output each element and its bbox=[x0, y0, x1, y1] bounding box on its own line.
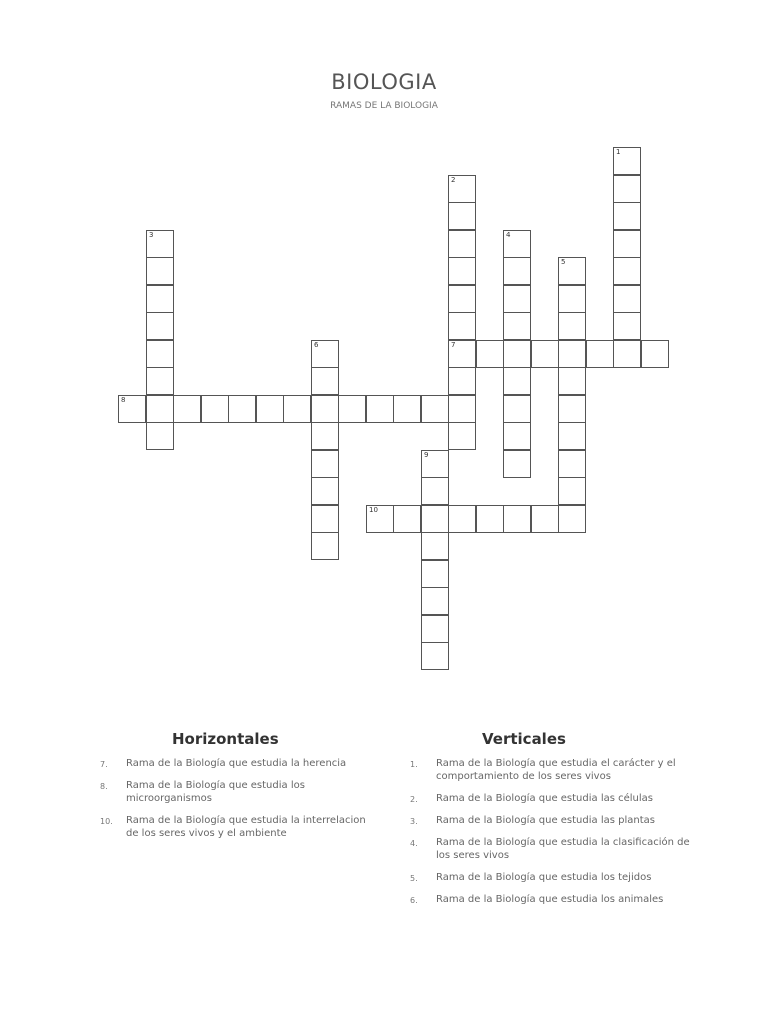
crossword-cell[interactable] bbox=[393, 395, 421, 423]
page-subtitle: RAMAS DE LA BIOLOGIA bbox=[330, 101, 438, 111]
crossword-cell[interactable] bbox=[503, 230, 531, 258]
crossword-cell[interactable] bbox=[421, 587, 449, 615]
crossword-cell[interactable] bbox=[311, 505, 339, 533]
crossword-cell[interactable] bbox=[448, 340, 476, 368]
crossword-cell[interactable] bbox=[613, 175, 641, 203]
crossword-cell[interactable] bbox=[146, 257, 174, 285]
crossword-cell[interactable] bbox=[503, 340, 531, 368]
crossword-cell[interactable] bbox=[448, 285, 476, 313]
clue-item-text: Rama de la Biología que estudia las células bbox=[436, 793, 654, 804]
clue-item-number: 10. bbox=[100, 817, 113, 826]
crossword-cell[interactable] bbox=[476, 340, 504, 368]
clue-number: 1 bbox=[616, 148, 621, 156]
clue-number: 10 bbox=[369, 506, 378, 514]
crossword-cell[interactable] bbox=[558, 422, 586, 450]
crossword-cell[interactable] bbox=[448, 367, 476, 395]
clue-item-text: Rama de la Biología que estudia los microorganismos bbox=[126, 780, 305, 804]
crossword-cell[interactable] bbox=[118, 395, 146, 423]
vertical-clues-list bbox=[410, 757, 700, 905]
crossword-cell[interactable] bbox=[421, 450, 449, 478]
crossword-cell[interactable] bbox=[421, 532, 449, 560]
crossword-cell[interactable] bbox=[393, 505, 421, 533]
crossword-cell[interactable] bbox=[448, 175, 476, 203]
crossword-cell[interactable] bbox=[311, 532, 339, 560]
clue-number: 4 bbox=[506, 231, 511, 239]
crossword-cell[interactable] bbox=[558, 340, 586, 368]
crossword-cell[interactable] bbox=[421, 615, 449, 643]
crossword-cell[interactable] bbox=[613, 230, 641, 258]
crossword-cell[interactable] bbox=[311, 422, 339, 450]
crossword-cell[interactable] bbox=[421, 560, 449, 588]
crossword-cell[interactable] bbox=[311, 395, 339, 423]
crossword-cell[interactable] bbox=[531, 340, 559, 368]
crossword-cell[interactable] bbox=[641, 340, 669, 368]
clue-item-text: Rama de la Biología que estudia la herencia bbox=[126, 758, 347, 769]
crossword-cell[interactable] bbox=[586, 340, 614, 368]
crossword-cell[interactable] bbox=[503, 367, 531, 395]
crossword-cell[interactable] bbox=[256, 395, 284, 423]
crossword-cell[interactable] bbox=[228, 395, 256, 423]
clue-number: 2 bbox=[451, 176, 456, 184]
clue-item-text: Rama de la Biología que estudia el carácter y el comportamiento de los seres vivos bbox=[436, 758, 676, 782]
crossword-cell[interactable] bbox=[476, 505, 504, 533]
vertical-clues-heading: Verticales bbox=[482, 730, 566, 748]
clue-item-number: 5. bbox=[410, 874, 418, 883]
clue-number: 9 bbox=[424, 451, 429, 459]
clue-item bbox=[410, 893, 700, 906]
horizontal-clues-heading: Horizontales bbox=[172, 730, 279, 748]
crossword-cell[interactable] bbox=[201, 395, 229, 423]
crossword-cell[interactable] bbox=[558, 257, 586, 285]
clue-item-number: 2. bbox=[410, 795, 418, 804]
crossword-cell[interactable] bbox=[503, 450, 531, 478]
crossword-cell[interactable] bbox=[146, 312, 174, 340]
crossword-cell[interactable] bbox=[558, 285, 586, 313]
crossword-cell[interactable] bbox=[503, 312, 531, 340]
crossword-cell[interactable] bbox=[613, 257, 641, 285]
crossword-cell[interactable] bbox=[311, 450, 339, 478]
crossword-cell[interactable] bbox=[558, 312, 586, 340]
clue-number: 8 bbox=[121, 396, 126, 404]
clue-item-text: Rama de la Biología que estudia las plantas bbox=[436, 815, 655, 826]
crossword-cell[interactable] bbox=[503, 395, 531, 423]
clue-item bbox=[410, 871, 700, 884]
crossword-cell[interactable] bbox=[146, 230, 174, 258]
crossword-cell[interactable] bbox=[448, 312, 476, 340]
crossword-cell[interactable] bbox=[448, 422, 476, 450]
crossword-cell[interactable] bbox=[558, 367, 586, 395]
clue-number: 7 bbox=[451, 341, 456, 349]
clue-item-text: Rama de la Biología que estudia la clasificación de los seres vivos bbox=[436, 837, 690, 861]
crossword-cell[interactable] bbox=[146, 395, 174, 423]
crossword-cell[interactable] bbox=[613, 147, 641, 175]
crossword-cell[interactable] bbox=[503, 285, 531, 313]
crossword-cell[interactable] bbox=[421, 395, 449, 423]
crossword-cell[interactable] bbox=[338, 395, 366, 423]
clue-item-number: 4. bbox=[410, 839, 418, 848]
crossword-cell[interactable] bbox=[421, 477, 449, 505]
clue-item-number: 8. bbox=[100, 782, 108, 791]
crossword-cell[interactable] bbox=[146, 285, 174, 313]
crossword-cell[interactable] bbox=[448, 202, 476, 230]
clue-number: 3 bbox=[149, 231, 154, 239]
crossword-cell[interactable] bbox=[448, 395, 476, 423]
crossword-cell[interactable] bbox=[558, 395, 586, 423]
crossword-cell[interactable] bbox=[173, 395, 201, 423]
crossword-cell[interactable] bbox=[448, 257, 476, 285]
crossword-cell[interactable] bbox=[613, 285, 641, 313]
clue-item-number: 6. bbox=[410, 896, 418, 905]
crossword-cell[interactable] bbox=[503, 257, 531, 285]
horizontal-clues-list bbox=[100, 757, 370, 849]
clue-item bbox=[100, 814, 370, 840]
crossword-cell[interactable] bbox=[283, 395, 311, 423]
crossword-cell[interactable] bbox=[558, 450, 586, 478]
crossword-cell[interactable] bbox=[613, 202, 641, 230]
clue-item-text: Rama de la Biología que estudia la interrelacion de los seres vivos y el ambiente bbox=[126, 815, 366, 839]
crossword-cell[interactable] bbox=[311, 477, 339, 505]
crossword-cell[interactable] bbox=[366, 395, 394, 423]
crossword-cell[interactable] bbox=[448, 505, 476, 533]
crossword-cell[interactable] bbox=[146, 367, 174, 395]
crossword-cell[interactable] bbox=[421, 505, 449, 533]
crossword-cell[interactable] bbox=[146, 422, 174, 450]
clue-item bbox=[410, 836, 700, 862]
clue-item bbox=[410, 792, 700, 805]
crossword-cell[interactable] bbox=[366, 505, 394, 533]
clue-item bbox=[100, 757, 370, 770]
crossword-cell[interactable] bbox=[613, 312, 641, 340]
clue-item bbox=[410, 814, 700, 827]
crossword-cell[interactable] bbox=[311, 340, 339, 368]
crossword-cell[interactable] bbox=[311, 367, 339, 395]
clue-item-number: 1. bbox=[410, 760, 418, 769]
clue-number: 5 bbox=[561, 258, 566, 266]
crossword-cell[interactable] bbox=[613, 340, 641, 368]
crossword-cell[interactable] bbox=[531, 505, 559, 533]
clue-item-number: 7. bbox=[100, 760, 108, 769]
crossword-cell[interactable] bbox=[146, 340, 174, 368]
crossword-cell[interactable] bbox=[421, 642, 449, 670]
clue-number: 6 bbox=[314, 341, 319, 349]
crossword-cell[interactable] bbox=[503, 422, 531, 450]
crossword-cell[interactable] bbox=[448, 230, 476, 258]
clue-item-text: Rama de la Biología que estudia los tejidos bbox=[436, 872, 652, 883]
clue-item-text: Rama de la Biología que estudia los animales bbox=[436, 894, 664, 905]
crossword-cell[interactable] bbox=[503, 505, 531, 533]
clue-item bbox=[410, 757, 700, 783]
clue-item bbox=[100, 779, 370, 805]
clue-item-number: 3. bbox=[410, 817, 418, 826]
page-title: BIOLOGIA bbox=[331, 70, 437, 94]
crossword-cell[interactable] bbox=[558, 477, 586, 505]
crossword-cell[interactable] bbox=[558, 505, 586, 533]
